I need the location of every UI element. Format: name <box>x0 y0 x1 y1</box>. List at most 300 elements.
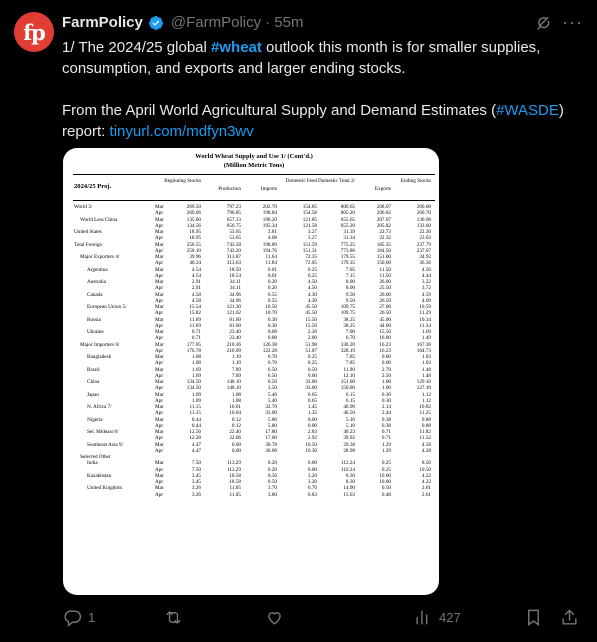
month-label: Apr <box>155 466 164 473</box>
month-label: Mar <box>155 266 164 273</box>
table-cell: 796.85 <box>226 210 241 217</box>
table-cell: 10.00 <box>379 472 391 479</box>
table-cell: 2.91 <box>191 285 201 292</box>
table-cell: 0.25 <box>307 266 317 273</box>
table-cell: 10.34 <box>419 316 431 323</box>
table-cell: 198.84 <box>262 210 277 217</box>
table-cell: 1.09 <box>191 391 201 398</box>
table-cell: 11.82 <box>419 429 431 435</box>
table-cell: 0.30 <box>381 391 391 398</box>
table-cell: 30.08 <box>265 447 277 454</box>
table-cell: 109.75 <box>340 304 355 310</box>
table-cell: 3.72 <box>421 285 431 292</box>
table-cell: 4.22 <box>421 472 431 479</box>
month-label: Apr <box>155 272 164 279</box>
table-cell: 0.88 <box>421 416 431 423</box>
table-cell: 8.00 <box>345 285 355 292</box>
table-cell: 4.50 <box>421 266 431 273</box>
table-cell: 23.03 <box>419 235 431 242</box>
reply-count: 1 <box>88 610 96 625</box>
month-label: Mar <box>155 379 164 385</box>
month-label: Mar <box>155 472 164 479</box>
table-cell: 40.23 <box>343 429 355 435</box>
month-label: Apr <box>155 247 164 254</box>
table-cell: 26.50 <box>379 310 391 317</box>
table-cell: 29.38 <box>343 441 355 448</box>
table-cell: 176.78 <box>186 347 201 354</box>
table-cell: 15.82 <box>189 310 201 317</box>
table-cell: 1.08 <box>191 354 201 360</box>
table-cell: 46.90 <box>343 404 355 410</box>
like-button[interactable] <box>265 608 290 627</box>
grok-icon[interactable] <box>535 14 553 32</box>
table-cell: 0.25 <box>307 360 317 367</box>
month-label: Apr <box>155 479 164 485</box>
bookmark-button[interactable] <box>524 608 543 627</box>
table-cell: 0.25 <box>307 354 317 360</box>
table-cell: 11.05 <box>229 491 241 498</box>
table-cell: 11.05 <box>229 485 241 492</box>
table-cell: 0.01 <box>267 266 277 273</box>
table-cell: 1.03 <box>421 354 431 360</box>
tweet-paragraph-2: From the April World Agricultural Supply and Demand Estimates (#WASDE) report: tinyurl.com/mdfyn3wv <box>62 102 564 140</box>
table-cell: 2.83 <box>307 429 317 435</box>
row-label: Southeast Asia 9/ <box>87 441 124 448</box>
table-cell: 26.50 <box>379 297 391 304</box>
row-label: Australia <box>87 279 107 285</box>
table-cell: 6.70 <box>267 354 277 360</box>
table-cell: 210.09 <box>226 347 241 354</box>
table-cell: 140.10 <box>226 379 241 385</box>
table-cell: 4.08 <box>267 235 277 242</box>
table-cell: 330.20 <box>340 341 355 348</box>
table-cell: 7.00 <box>345 329 355 335</box>
table-cell: 1.00 <box>381 385 391 392</box>
heart-icon <box>265 608 284 627</box>
table-cell: 12.56 <box>189 429 201 435</box>
table-cell: 11.32 <box>419 435 431 442</box>
verified-badge-icon <box>148 15 164 31</box>
table-cell: 0.00 <box>381 354 391 360</box>
table-cell: 11.90 <box>343 366 355 373</box>
table-cell: 4.50 <box>307 279 317 285</box>
table-cell: 3.27 <box>307 235 317 242</box>
table-cell: 250.55 <box>186 241 201 248</box>
table-cell: 0.65 <box>307 391 317 398</box>
table-cell: 3.80 <box>267 491 277 498</box>
table-cell: 797.23 <box>226 204 241 210</box>
table-cell: 3.26 <box>191 485 201 492</box>
table-cell: 1.08 <box>191 360 201 367</box>
table-cell: 4.54 <box>191 266 201 273</box>
table-cell: 33.00 <box>305 379 317 385</box>
table-cell: 23.40 <box>229 329 241 335</box>
table-cell: 1.08 <box>231 397 241 404</box>
table-cell: 6.50 <box>267 366 277 373</box>
table-cell: 7.85 <box>345 354 355 360</box>
table-cell: 18.54 <box>229 272 241 279</box>
table-cell: 16.01 <box>229 404 241 410</box>
row-label: Ukraine <box>87 329 104 335</box>
table-cell: 0.48 <box>381 491 391 498</box>
table-cell: 206.82 <box>376 210 391 217</box>
table-cell: 2.50 <box>381 372 391 379</box>
table-cell: 16.23 <box>379 347 391 354</box>
table-cell: 151.00 <box>340 379 355 385</box>
table-cell: 6.15 <box>345 391 355 398</box>
table-cell: 38.25 <box>343 322 355 329</box>
table-cell: 237.79 <box>416 241 431 248</box>
table-cell: 4.58 <box>191 291 201 298</box>
table-cell: 10.00 <box>379 479 391 485</box>
table-cell: 30.78 <box>265 441 277 448</box>
table-cell: 3.20 <box>307 479 317 485</box>
author-name[interactable]: FarmPolicy <box>62 14 143 31</box>
table-cell: 0.71 <box>191 329 201 335</box>
table-cell: 167.36 <box>416 341 431 348</box>
table-cell: 2.91 <box>191 279 201 285</box>
table-cell: 11.34 <box>419 322 431 329</box>
table-cell: 15.50 <box>379 329 391 335</box>
table-cell: 196.20 <box>262 216 277 223</box>
table-cell: 27.00 <box>379 304 391 310</box>
table-cell: 0.20 <box>267 460 277 467</box>
table-cell: 17.60 <box>265 435 277 442</box>
month-label: Mar <box>155 416 164 423</box>
table-cell: 2.70 <box>381 366 391 373</box>
table-cell: 81.60 <box>229 322 241 329</box>
table-cell: 1.09 <box>191 397 201 404</box>
table-cell: 1.03 <box>421 360 431 367</box>
table-cell: 26.00 <box>379 291 391 298</box>
table-cell: 655.20 <box>340 222 355 229</box>
table-cell: 207.07 <box>376 216 391 223</box>
table-cell: 0.20 <box>267 279 277 285</box>
table-title <box>73 153 435 170</box>
table-cell: 15.03 <box>343 491 355 498</box>
month-label: Apr <box>155 335 164 342</box>
table-cell: 11.29 <box>419 310 431 317</box>
table-cell: 5.40 <box>267 397 277 404</box>
hashtag-wasde[interactable]: #WASDE <box>496 102 559 119</box>
table-cell: 11.69 <box>189 322 201 329</box>
table-cell: 16.04 <box>229 410 241 417</box>
table-cell: 743.58 <box>226 241 241 248</box>
table-cell: 773.86 <box>340 247 355 254</box>
table-cell: 3.22 <box>421 279 431 285</box>
table-cell: 113.29 <box>226 460 241 467</box>
table-cell: 130.98 <box>416 216 431 223</box>
retweet-button[interactable] <box>164 608 189 627</box>
table-cell: 72.35 <box>305 254 317 260</box>
table-cell: 6.50 <box>267 379 277 385</box>
table-cell: 45.50 <box>305 304 317 310</box>
month-label: Apr <box>155 410 164 417</box>
view-count: 427 <box>439 610 461 625</box>
table-cell: 0.25 <box>381 466 391 473</box>
month-label: Mar <box>155 304 164 310</box>
table-cell: 122.28 <box>262 347 277 354</box>
table-cell: 5.10 <box>345 422 355 429</box>
table-cell: 10.50 <box>265 304 277 310</box>
table-cell: 140.10 <box>226 385 241 392</box>
row-label: Brazil <box>87 366 100 373</box>
table-cell: 2.92 <box>307 435 317 442</box>
table-cell: 4.28 <box>421 447 431 454</box>
table-cell: 150.00 <box>340 385 355 392</box>
table-cell: 0.44 <box>191 416 201 423</box>
retweet-icon <box>164 608 183 627</box>
table-cell: 195.34 <box>262 222 277 229</box>
month-label: Mar <box>155 329 164 335</box>
table-cell: 0.01 <box>267 272 277 279</box>
table-cell: 1.35 <box>307 410 317 417</box>
table-cell: 110.24 <box>340 466 355 473</box>
table-cell: 0.25 <box>381 460 391 467</box>
table-cell: 14.90 <box>343 485 355 492</box>
table-cell: 0.71 <box>381 435 391 442</box>
table-cell: 0.30 <box>267 316 277 323</box>
table-cell: 10.82 <box>419 404 431 410</box>
table-cell: 0.71 <box>381 429 391 435</box>
tweet-text <box>62 37 582 142</box>
table-cell: 0.00 <box>231 447 241 454</box>
share-button[interactable] <box>560 608 579 627</box>
table-title-line2: (Million Metric Tons) <box>223 161 285 169</box>
table-cell: 1.69 <box>421 329 431 335</box>
table-cell: 81.60 <box>229 316 241 323</box>
table-cell: 134.56 <box>186 222 201 229</box>
table-cell: 16.00 <box>379 335 391 342</box>
table-cell: 5.10 <box>345 416 355 423</box>
row-label: Japan <box>87 391 99 398</box>
attached-table-image[interactable] <box>63 148 439 595</box>
table-cell: 16.23 <box>379 341 391 348</box>
month-label: Apr <box>155 347 164 354</box>
table-cell: 5.80 <box>267 422 277 429</box>
table-cell: 15.50 <box>305 316 317 323</box>
table-cell: 6.00 <box>307 460 317 467</box>
table-cell: 53.65 <box>229 235 241 242</box>
row-label: World Less China <box>80 216 118 223</box>
table-cell: 2.61 <box>421 485 431 492</box>
row-label: Argentina <box>87 266 108 273</box>
row-label: United Kingdom <box>87 485 123 492</box>
table-cell: 8.00 <box>345 279 355 285</box>
table-cell: 0.08 <box>267 335 277 342</box>
table-cell: 4.47 <box>191 441 201 448</box>
table-cell: 4.59 <box>421 291 431 298</box>
column-header: Ending Stocks <box>400 178 431 184</box>
table-cell: 8.30 <box>345 472 355 479</box>
table-cell: 22.40 <box>229 429 241 435</box>
table-cell: 18.50 <box>229 266 241 273</box>
report-link[interactable]: tinyurl.com/mdfyn3wv <box>109 123 254 140</box>
table-cell: 164.73 <box>416 347 431 354</box>
row-label: United States <box>74 229 102 235</box>
table-cell: 328.19 <box>340 347 355 354</box>
table-cell: 3.26 <box>191 491 201 498</box>
table-cell: 129.10 <box>416 379 431 385</box>
row-label: Major Exporters 4/ <box>80 254 120 260</box>
table-cell: 22.30 <box>419 229 431 235</box>
table-cell: 133.60 <box>416 222 431 229</box>
table-cell: 2.14 <box>381 404 391 410</box>
table-cell: 34.11 <box>229 285 241 292</box>
table-cell: 177.05 <box>186 341 201 348</box>
row-label: World 3/ <box>74 204 93 210</box>
table-cell: 3.45 <box>191 479 201 485</box>
table-cell: 0.65 <box>307 397 317 404</box>
table-cell: 112.24 <box>340 460 355 467</box>
table-cell: 260.08 <box>416 204 431 210</box>
table-cell: 1.29 <box>381 441 391 448</box>
table-cell: 210.36 <box>226 341 241 348</box>
table-cell: 0.25 <box>307 272 317 279</box>
table-cell: 0.38 <box>381 422 391 429</box>
month-label: Apr <box>155 397 164 404</box>
table-cell: 53.65 <box>229 229 241 235</box>
table-cell: 39.92 <box>343 435 355 442</box>
table-cell: 12.28 <box>189 435 201 442</box>
row-label: Russia <box>87 316 101 323</box>
row-label: India <box>87 460 98 467</box>
month-label: Apr <box>155 435 164 442</box>
table-cell: 11.69 <box>189 316 201 323</box>
table-cell: 0.00 <box>381 360 391 367</box>
column-header: Domestic Total 2/ <box>317 178 355 184</box>
table-cell: 0.00 <box>231 441 241 448</box>
row-label: Nigeria <box>87 416 103 423</box>
table-cell: 3.50 <box>267 385 277 392</box>
table-cell: 1.69 <box>191 372 201 379</box>
table-cell: 10.70 <box>265 310 277 317</box>
row-label: Major Importers 6/ <box>80 341 120 348</box>
month-label: Mar <box>155 429 164 435</box>
month-label: Apr <box>155 385 164 392</box>
month-label: Mar <box>155 341 164 348</box>
row-label: Canada <box>87 291 103 298</box>
table-cell: 0.50 <box>307 366 317 373</box>
table-title-line1: World Wheat Supply and Use 1/ (Cont'd.) <box>195 153 313 160</box>
table-cell: 6.70 <box>267 360 277 367</box>
table-cell: 806.65 <box>340 204 355 210</box>
table-cell: 4.54 <box>191 272 201 279</box>
table-cell: 26.00 <box>379 279 391 285</box>
more-options-icon[interactable]: ··· <box>562 12 583 32</box>
table-cell: 121.30 <box>226 304 241 310</box>
table-cell: 0.20 <box>267 285 277 292</box>
table-cell: 44.00 <box>379 322 391 329</box>
table-cell: 3.81 <box>267 229 277 235</box>
column-header: Imports <box>260 186 277 192</box>
table-cell: 805.20 <box>340 210 355 217</box>
table-cell: 1.10 <box>231 354 241 360</box>
table-cell: 6.70 <box>307 485 317 492</box>
table-cell: 154.58 <box>302 210 317 217</box>
hashtag-wheat[interactable]: #wheat <box>211 39 262 56</box>
table-cell: 656.75 <box>226 222 241 229</box>
reply-icon <box>63 608 82 627</box>
column-header: Exports <box>374 186 391 192</box>
table-cell: 0.55 <box>267 291 277 298</box>
table-cell: 2.00 <box>307 335 317 342</box>
table-cell: 126.38 <box>262 341 277 348</box>
table-cell: 134.50 <box>186 379 201 385</box>
avatar[interactable]: fp <box>14 12 54 52</box>
table-cell: 45.50 <box>305 310 317 317</box>
table-cell: 202.70 <box>262 204 277 210</box>
table-cell: 7.89 <box>231 372 241 379</box>
table-cell: 10.50 <box>419 466 431 473</box>
table-cell: 33.00 <box>265 410 277 417</box>
row-label: Bangladesh <box>87 354 112 360</box>
table-cell: 121.02 <box>226 310 241 317</box>
table-cell: 0.88 <box>421 422 431 429</box>
table-cell: 5.40 <box>267 391 277 398</box>
views-button[interactable] <box>414 608 461 627</box>
table-cell: 11.64 <box>265 254 277 260</box>
month-label: Mar <box>155 241 164 248</box>
table-cell: 0.44 <box>191 422 201 429</box>
table-cell: 4.30 <box>307 291 317 298</box>
table-cell: 198.89 <box>262 241 277 248</box>
table-cell: 8.30 <box>345 479 355 485</box>
table-cell: 6.15 <box>345 397 355 404</box>
table-cell: 4.50 <box>307 285 317 292</box>
table-cell: 34.92 <box>419 254 431 260</box>
month-label: Apr <box>155 222 164 229</box>
table-cell: 1.12 <box>421 397 431 404</box>
table-cell: 208.07 <box>376 204 391 210</box>
month-label: Apr <box>155 447 164 454</box>
table-cell: 0.00 <box>307 416 317 423</box>
table-cell: 31.34 <box>343 235 355 242</box>
table-cell: 3.20 <box>307 472 317 479</box>
table-cell: 179.55 <box>340 254 355 260</box>
month-label: Apr <box>155 372 164 379</box>
table-cell: 6.50 <box>267 372 277 379</box>
table-cell: 121.85 <box>302 216 317 223</box>
table-cell: 0.55 <box>267 297 277 304</box>
table-cell: 260.70 <box>416 210 431 217</box>
table-cell: 28.98 <box>343 447 355 454</box>
table-cell: 5.80 <box>267 416 277 423</box>
timestamp[interactable]: · 55m <box>265 14 304 31</box>
table-cell: 25.50 <box>379 285 391 292</box>
month-label: Mar <box>155 254 164 260</box>
table-cell: 134.50 <box>186 385 201 392</box>
table-cell: 1.29 <box>381 447 391 454</box>
table-cell: 18.58 <box>229 479 241 485</box>
row-label: Kazakhstan <box>87 472 112 479</box>
table-cell: 46.50 <box>343 410 355 417</box>
tweet-paragraph-1: 1/ The 2024/25 global #wheat outlook this month is for smaller supplies, consumption, and exports and larger ending stocks. <box>62 39 541 77</box>
table-cell: 8.50 <box>421 460 431 467</box>
table-cell: 135.00 <box>186 216 201 223</box>
table-cell: 237.67 <box>416 247 431 254</box>
table-cell: 32.70 <box>265 404 277 410</box>
table-cell: 127.10 <box>416 385 431 392</box>
table-cell: 1.49 <box>421 335 431 342</box>
table-cell: 113.29 <box>226 466 241 473</box>
author-handle[interactable]: @FarmPolicy <box>170 14 262 31</box>
table-cell: 12.10 <box>343 372 355 379</box>
table-cell: 1.00 <box>381 379 391 385</box>
reply-button[interactable] <box>63 608 95 627</box>
table-cell: 40.24 <box>189 260 201 267</box>
table-cell: 151.59 <box>302 241 317 248</box>
